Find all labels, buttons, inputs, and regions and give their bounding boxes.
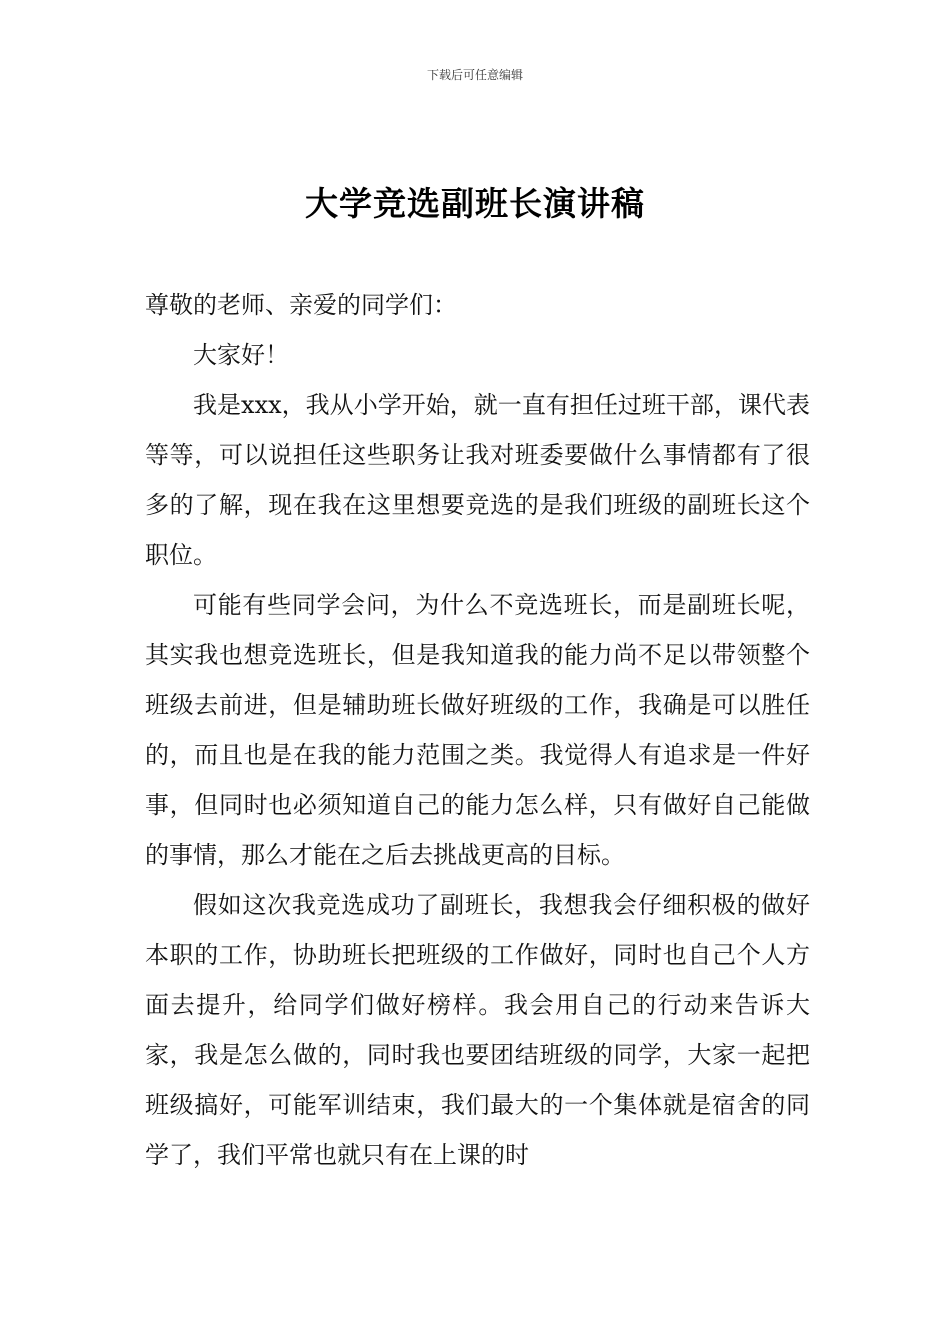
page-header-note: 下载后可任意编辑 [426,68,523,82]
document-title: 大学竞选副班长演讲稿 [305,184,645,223]
paragraph-plan: 假如这次我竞选成功了副班长，我想我会仔细积极的做好本职的工作，协助班长把班级的工作做好，同时也自己个人方面去提升，给同学们做好榜样。我会用自己的行动来告诉大家，我是怎么做的，同时我也要团结班级的同学，大家一起把班级搞好，可能军训结束，我们最大的一个集体就是宿舍的同学了，我们平常也就只有在上课的时 [145,891,810,1169]
paragraph-introduction: 我是xxx，我从小学开始，就一直有担任过班干部，课代表等等，可以说担任这些职务让我对班委要做什么事情都有了很多的了解，现在我在这里想要竞选的是我们班级的副班长这个职位。 [145,391,810,569]
paragraph-greeting: 大家好！ [193,341,289,369]
salutation: 尊敬的老师、亲爱的同学们： [145,291,457,319]
paragraph-reason: 可能有些同学会问，为什么不竞选班长，而是副班长呢，其实我也想竞选班长，但是我知道我的能力尚不足以带领整个班级去前进，但是辅助班长做好班级的工作，我确是可以胜任的，而且也是在我的能力范围之类。我觉得人有追求是一件好事，但同时也必须知道自己的能力怎么样，只有做好自己能做的事情，那么才能在之后去挑战更高的目标。 [145,591,810,869]
document-body [145,280,810,1180]
